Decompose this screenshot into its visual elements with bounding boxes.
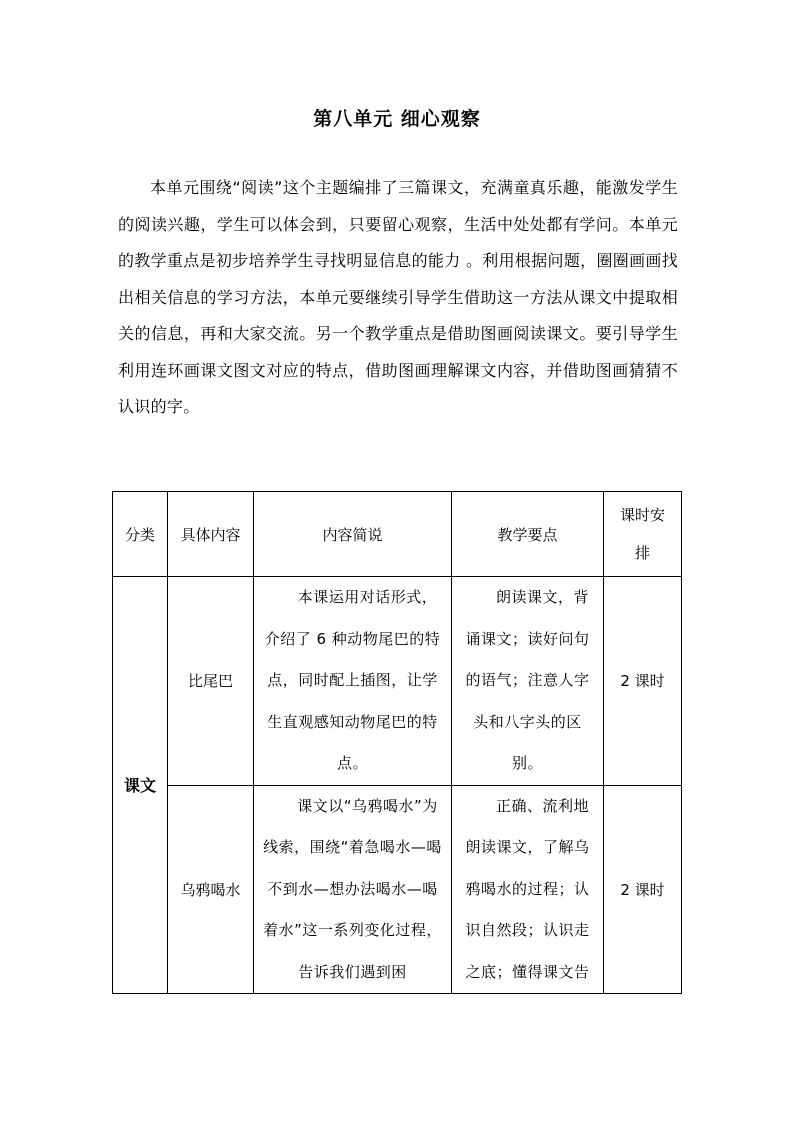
header-hours xyxy=(604,492,682,577)
header-hours-label: 课时安排 xyxy=(619,506,665,562)
hours-cell: 2 课时 xyxy=(604,577,682,786)
content-cell: 比尾巴 xyxy=(168,577,254,786)
lesson-plan-table xyxy=(112,491,682,994)
header-teaching-points: 教学要点 xyxy=(452,492,604,577)
content-cell: 乌鸦喝水 xyxy=(168,785,254,993)
header-summary: 内容简说 xyxy=(254,492,452,577)
table-row xyxy=(113,785,682,993)
teaching-points-cell-wrapper xyxy=(452,785,604,993)
header-category: 分类 xyxy=(113,492,168,577)
summary-cell: 课文以“乌鸦喝水”为线索，围绕“着急喝水—喝不到水—想办法喝水—喝着水”这一系列变化过程，告诉我们遇到困 xyxy=(263,796,442,981)
table-header-row xyxy=(113,492,682,577)
hours-cell: 2 课时 xyxy=(604,785,682,993)
summary-cell: 本课运用对话形式，介绍了 6 种动物尾巴的特点，同时配上插图，让学生直观感知动物尾巴的特点。 xyxy=(254,577,452,786)
category-cell: 课文 xyxy=(113,577,168,994)
header-content: 具体内容 xyxy=(168,492,254,577)
summary-cell-wrapper xyxy=(254,785,452,993)
teaching-points-cell: 朗读课文，背诵课文；读好问句的语气；注意人字头和八字头的区别。 xyxy=(452,577,604,786)
intro-paragraph: 本单元围绕“阅读”这个主题编排了三篇课文，充满童真乐趣，能激发学生的阅读兴趣，学生可以体会到，只要留心观察，生活中处处都有学问。本单元的教学重点是初步培养学生寻找明显信息的能力 。利用根据问题，圈圈画画找出相关信息的学习方法，本单元要继续引导学生借助这一方法从课文中提取相关的信息，再和大家交流。另一个教学重点是借助图画阅读课文。要引导学生利用连环画课文图文对应的特点，借助图画理解课文内容，并借助图画猜猜不认识的字。 xyxy=(118,178,678,416)
table-row xyxy=(113,577,682,786)
document-title: 第八单元 细心观察 xyxy=(313,108,481,130)
teaching-points-cell: 正确、流利地朗读课文，了解乌鸦喝水的过程；认识自然段；认识走之底；懂得课文告 xyxy=(465,796,590,981)
